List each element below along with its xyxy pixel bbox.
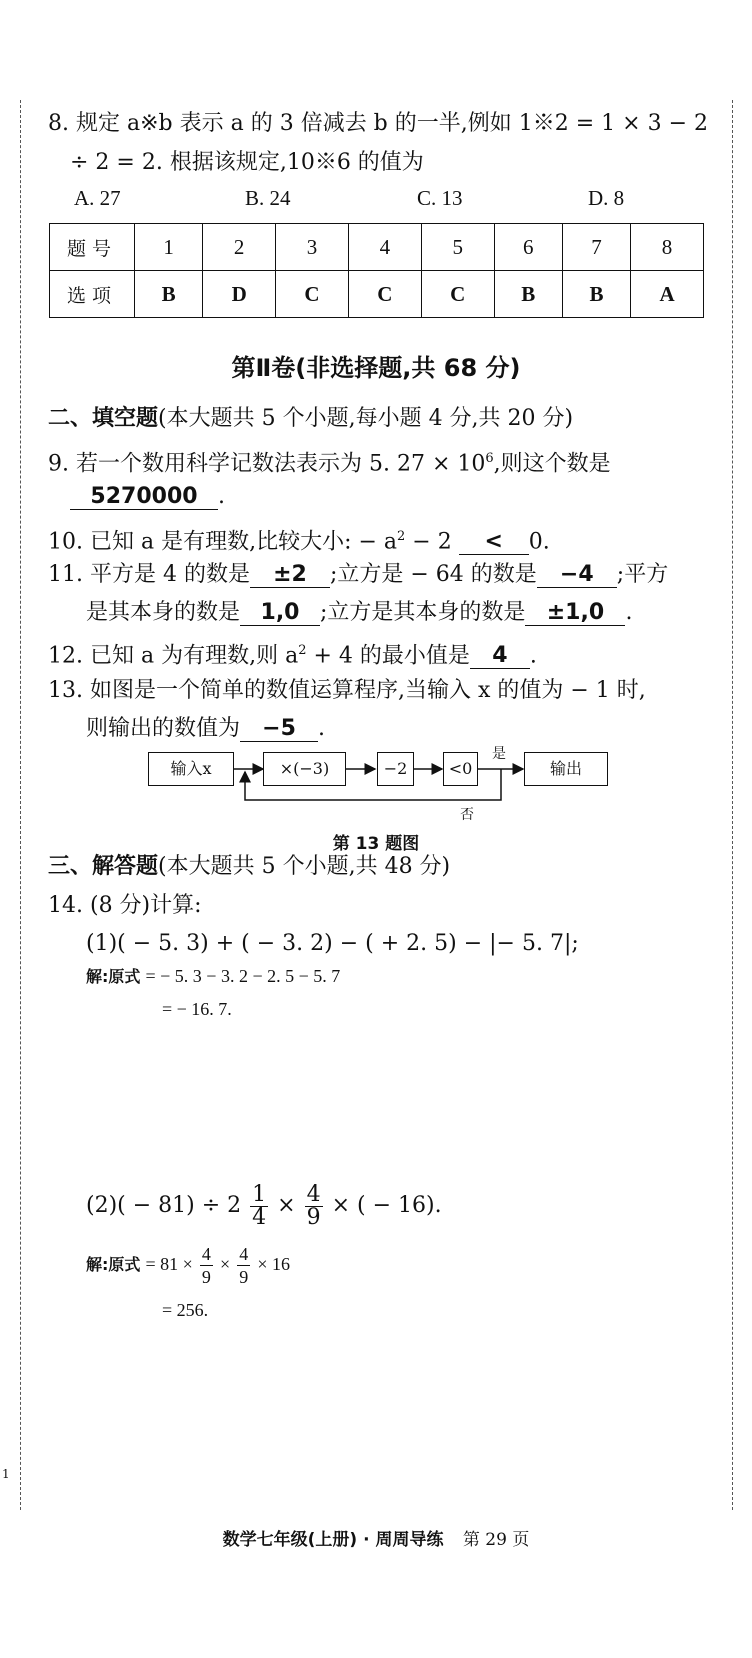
fraction-numerator: 1 <box>252 1181 267 1207</box>
q14-sub2-times: × <box>277 1193 296 1218</box>
fraction-numerator: 4 <box>306 1181 321 1207</box>
q13-line1: 13. 如图是一个简单的数值运算程序,当输入 x 的值为 − 1 时, <box>48 678 646 703</box>
flow-minus-box: −2 <box>377 752 414 786</box>
fraction-numerator: 4 <box>201 1244 211 1264</box>
fraction-denominator: 9 <box>201 1267 211 1287</box>
q13-end: . <box>318 716 326 741</box>
q11-answer-1: ±2 <box>250 563 330 588</box>
q12-mid: + 4 的最小值是 <box>306 643 470 669</box>
table-label-option: 选项 <box>50 271 135 318</box>
table-number-cell: 2 <box>203 224 276 271</box>
table-answer-cell: C <box>421 271 494 318</box>
q11-part1: 11. 平方是 4 的数是 <box>48 562 250 587</box>
q9-tail: ,则这个数是 <box>493 451 611 477</box>
q8-option-c: C. 13 <box>417 186 463 210</box>
table-answer-cell: B <box>494 271 562 318</box>
q14-sub2-post: × ( − 16). <box>331 1193 442 1218</box>
q8-line2: ÷ 2 = 2. 根据该规定,10※6 的值为 <box>70 150 424 175</box>
q14-sol2-fraction-2 <box>237 1243 250 1288</box>
table-number-cell: 3 <box>276 224 349 271</box>
flow-multiply-box: ×(−3) <box>263 752 346 786</box>
table-answer-cell: C <box>348 271 421 318</box>
part2-note: (本大题共 5 个小题,每小题 4 分,共 20 分) <box>158 406 574 431</box>
q11-part2: ;立方是 − 64 的数是 <box>329 562 537 587</box>
q12-end: . <box>529 643 537 669</box>
q14-sol2-label: 解:原式 <box>86 1255 141 1274</box>
table-number-cell: 4 <box>348 224 421 271</box>
flow-output-box: 输出 <box>524 752 608 786</box>
q14-sub2 <box>86 1176 442 1236</box>
q9-answer-blank: 5270000 <box>70 485 218 510</box>
q10-text: 10. 已知 a 是有理数,比较大小: − a <box>48 529 398 555</box>
q10-mid: − 2 <box>405 529 452 555</box>
q11-part5: ;立方是其本身的数是 <box>320 600 526 625</box>
q14-sub2-pre: (2)( − 81) ÷ 2 <box>86 1193 242 1218</box>
part3-note: (本大题共 5 个小题,共 48 分) <box>158 854 451 879</box>
table-number-cell: 8 <box>631 224 704 271</box>
q11-part4: 是其本身的数是 <box>86 600 241 625</box>
margin-mark: 1 <box>2 1467 10 1481</box>
flow-yes-label: 是 <box>492 746 506 762</box>
q14-sub2-fraction-1 <box>250 1181 268 1230</box>
part2-heading: 二、填空题 <box>48 406 159 431</box>
q12-answer-blank: 4 <box>470 644 530 669</box>
table-number-cell: 5 <box>421 224 494 271</box>
q14-sub1: (1)( − 5. 3) + ( − 3. 2) − ( + 2. 5) − |− 5. 7|; <box>86 931 579 956</box>
q11-answer-3: 1,0 <box>240 601 320 626</box>
fraction-numerator: 4 <box>239 1244 249 1264</box>
table-number-cell: 6 <box>494 224 562 271</box>
page-footer <box>0 1525 752 1550</box>
q14-sub2-fraction-2 <box>305 1181 323 1230</box>
table-answer-cell: D <box>203 271 276 318</box>
flow-condition-box: <0 <box>443 752 478 786</box>
section-2-title: 第Ⅱ卷(非选择题,共 68 分) <box>231 354 521 382</box>
table-answer-cell: B <box>135 271 203 318</box>
q10-end: 0. <box>528 529 550 555</box>
q14-sol1-line1 <box>86 964 340 987</box>
fraction-denominator: 4 <box>252 1204 267 1230</box>
q11-answer-2: −4 <box>537 563 617 588</box>
fraction-denominator: 9 <box>239 1267 249 1287</box>
table-number-cell: 7 <box>562 224 630 271</box>
q12-text: 12. 已知 a 为有理数,则 a <box>48 643 299 669</box>
q14-title: 14. (8 分)计算: <box>48 893 202 918</box>
q8-option-a: A. 27 <box>74 186 121 210</box>
q11-part3: ;平方 <box>616 562 669 587</box>
q14-sol2-pre: = 81 × <box>145 1254 193 1274</box>
q14-sol1-step1: = − 5. 3 − 3. 2 − 2. 5 − 5. 7 <box>145 966 341 986</box>
q10-answer-blank: < <box>459 530 529 555</box>
q14-sol1-label: 解:原式 <box>86 967 141 986</box>
q8-line1: 8. 规定 a※b 表示 a 的 3 倍减去 b 的一半,例如 1※2 = 1 × 3 − 2 <box>48 111 708 136</box>
q13-text2: 则输出的数值为 <box>86 716 241 741</box>
flow-no-label: 否 <box>460 807 474 823</box>
q14-sol2-step2: = 256. <box>162 1300 209 1320</box>
q11-end: . <box>625 600 633 625</box>
q9-text: 9. 若一个数用科学记数法表示为 5. 27 × 10 <box>48 451 486 477</box>
q14-sol2-post: × 16 <box>257 1254 290 1274</box>
q9-exponent: 6 <box>485 451 494 466</box>
footer-page-number: 第 29 页 <box>462 1530 530 1550</box>
fraction-denominator: 9 <box>306 1204 321 1230</box>
table-label-question-number: 题号 <box>50 224 135 271</box>
q11-answer-4: ±1,0 <box>525 601 625 626</box>
flow-input-box: 输入x <box>148 752 234 786</box>
part3-heading-line <box>48 852 450 882</box>
table-answer-cell: B <box>562 271 630 318</box>
q8-option-b: B. 24 <box>245 186 291 210</box>
q13-figure-caption: 第 13 题图 <box>332 834 420 854</box>
footer-book-title: 数学七年级(上册) · 周周导练 <box>222 1530 444 1550</box>
part3-heading: 三、解答题 <box>48 854 159 879</box>
q14-sol1-step2: = − 16. 7. <box>162 999 232 1019</box>
q14-sol2-line1 <box>86 1236 290 1292</box>
table-answer-cell: A <box>631 271 704 318</box>
q14-sol2-fraction-1 <box>200 1243 213 1288</box>
q8-option-d: D. 8 <box>588 186 625 210</box>
table-number-cell: 1 <box>135 224 203 271</box>
q13-answer-blank: −5 <box>240 717 318 742</box>
table-answer-cell: C <box>276 271 349 318</box>
q14-sol2-times: × <box>220 1254 231 1274</box>
q12-exponent: 2 <box>298 643 307 658</box>
q10-exponent: 2 <box>397 529 406 544</box>
q9-end: . <box>218 484 225 509</box>
